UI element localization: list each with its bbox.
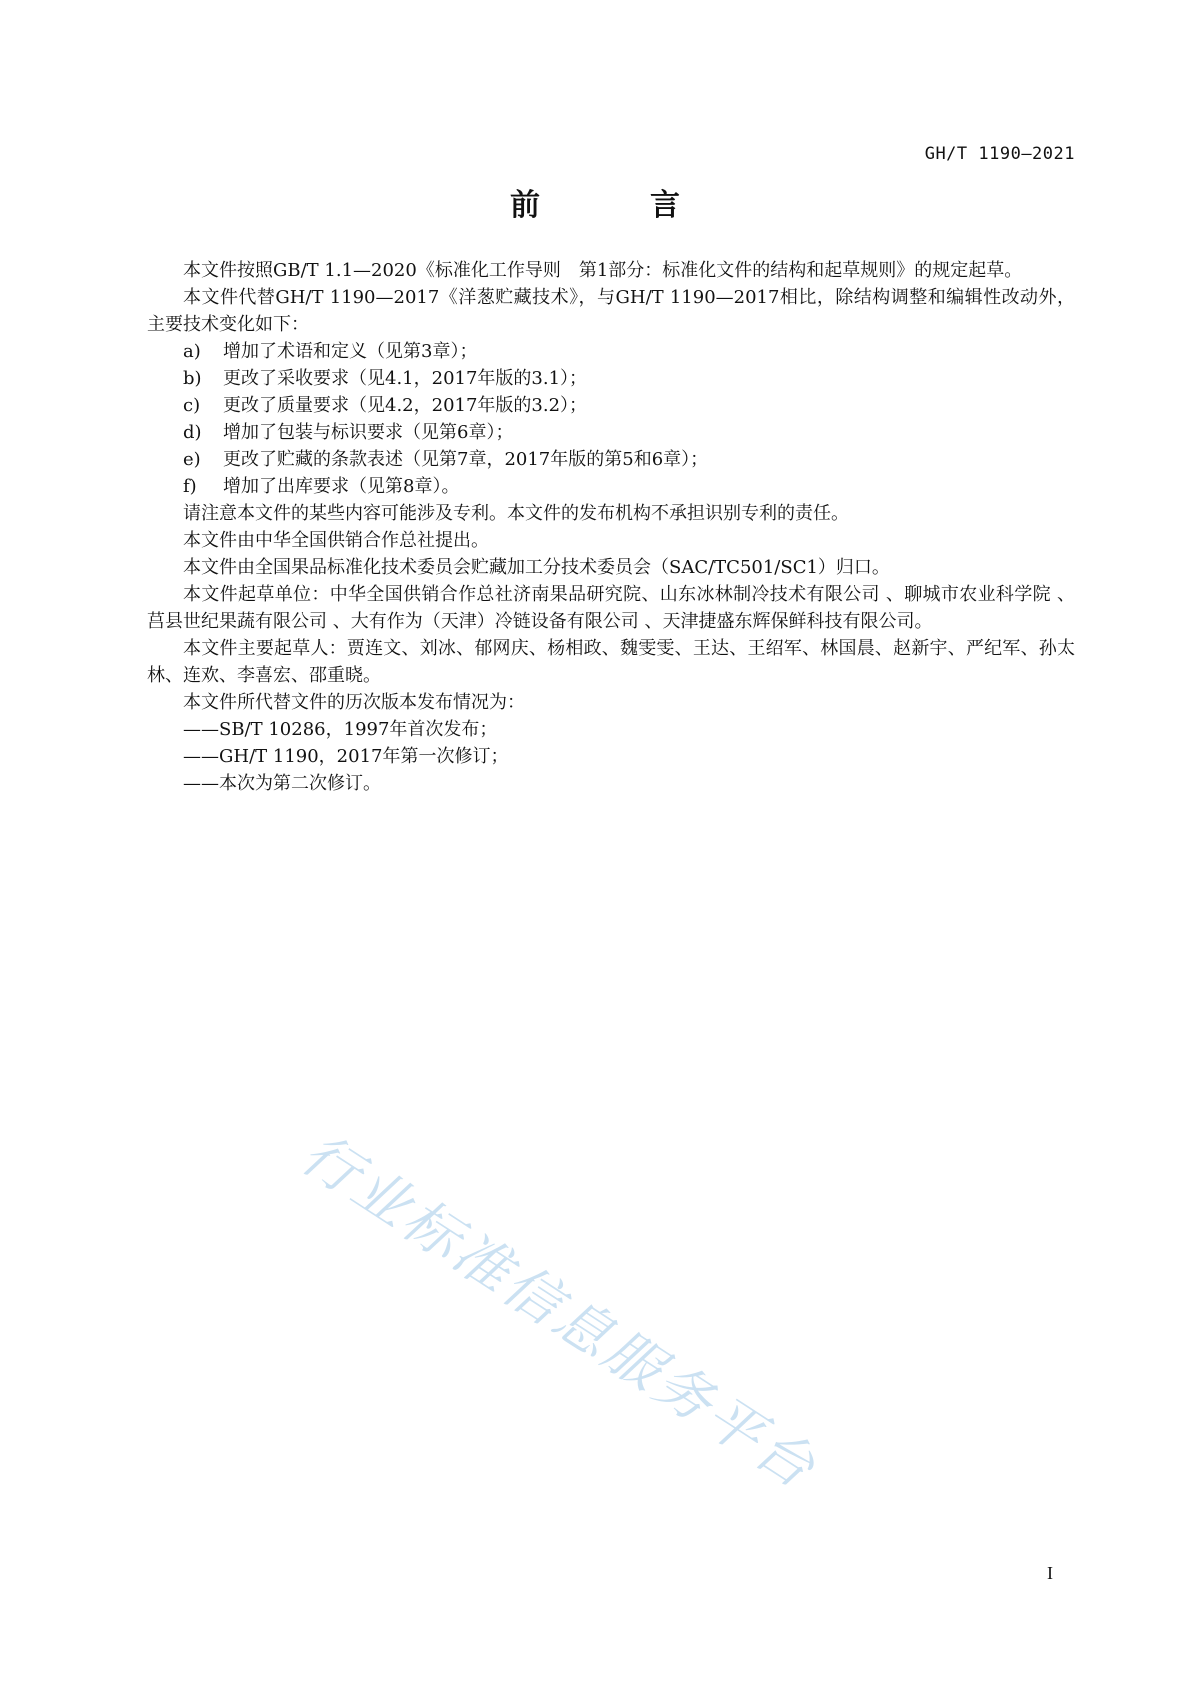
page-title: 前 言 — [510, 188, 720, 223]
paragraph-drafters: 本文件主要起草人：贾连文、刘冰、郁网庆、杨相政、魏雯雯、王达、王绍军、林国晨、赵新宇、严纪军、孙太林、连欢、李喜宏、邵重晓。 — [147, 638, 1075, 686]
document-code: GH/T 1190—2021 — [924, 144, 1075, 164]
list-item-letter: c) — [183, 395, 201, 416]
watermark: 行业标准信息服务平台 — [289, 1121, 829, 1503]
list-item — [183, 338, 1075, 365]
list-item-text: 更改了质量要求（见4.2，2017年版的3.2）； — [223, 395, 588, 416]
paragraph-proposer: 本文件由中华全国供销合作总社提出。 — [183, 530, 489, 551]
paragraph-drafting-units: 本文件起草单位：中华全国供销合作总社济南果品研究院、山东冰林制冷技术有限公司 、聊城市农业科学院 、莒县世纪果蔬有限公司 、大有作为（天津）冷链设备有限公司 、天津捷盛东辉保鲜科技有限公司。 — [147, 584, 1075, 632]
list-item-text: 增加了术语和定义（见第3章）； — [223, 341, 478, 362]
paragraph-history-intro: 本文件所代替文件的历次版本发布情况为： — [183, 692, 525, 713]
list-item — [183, 419, 1075, 446]
list-item-text: 增加了包装与标识要求（见第6章）； — [223, 422, 514, 443]
list-item — [183, 473, 1075, 500]
list-item-text: 更改了采收要求（见4.1，2017年版的3.1）； — [223, 368, 588, 389]
list-item-letter: d) — [183, 422, 202, 443]
paragraph-drafting-rules: 本文件按照GB/T 1.1—2020《标准化工作导则 第1部分：标准化文件的结构和起草规则》的规定起草。 — [183, 260, 1023, 281]
list-item-text: 增加了出库要求（见第8章）。 — [223, 476, 460, 497]
page-number: I — [1047, 1563, 1053, 1583]
list-item-letter: f) — [183, 476, 197, 497]
list-item-text: 更改了贮藏的条款表述（见第7章，2017年版的第5和6章）； — [223, 449, 709, 470]
paragraph-patent-notice: 请注意本文件的某些内容可能涉及专利。本文件的发布机构不承担识别专利的责任。 — [183, 503, 849, 524]
list-item-letter: e) — [183, 449, 201, 470]
paragraph-replacement: 本文件代替GH/T 1190—2017《洋葱贮藏技术》，与GH/T 1190—2017相比，除结构调整和编辑性改动外，主要技术变化如下： — [147, 287, 1075, 335]
history-item: ——SB/T 10286，1997年首次发布； — [183, 719, 498, 740]
list-item — [183, 365, 1075, 392]
list-item-letter: b) — [183, 368, 202, 389]
list-item-letter: a) — [183, 341, 201, 362]
list-item — [183, 446, 1075, 473]
foreword-body — [147, 257, 1075, 797]
list-item — [183, 392, 1075, 419]
history-item: ——GH/T 1190，2017年第一次修订； — [183, 746, 509, 767]
change-list — [147, 338, 1075, 500]
history-item: ——本次为第二次修订。 — [183, 773, 381, 794]
paragraph-committee: 本文件由全国果品标准化技术委员会贮藏加工分技术委员会（SAC/TC501/SC1）归口。 — [183, 557, 890, 578]
